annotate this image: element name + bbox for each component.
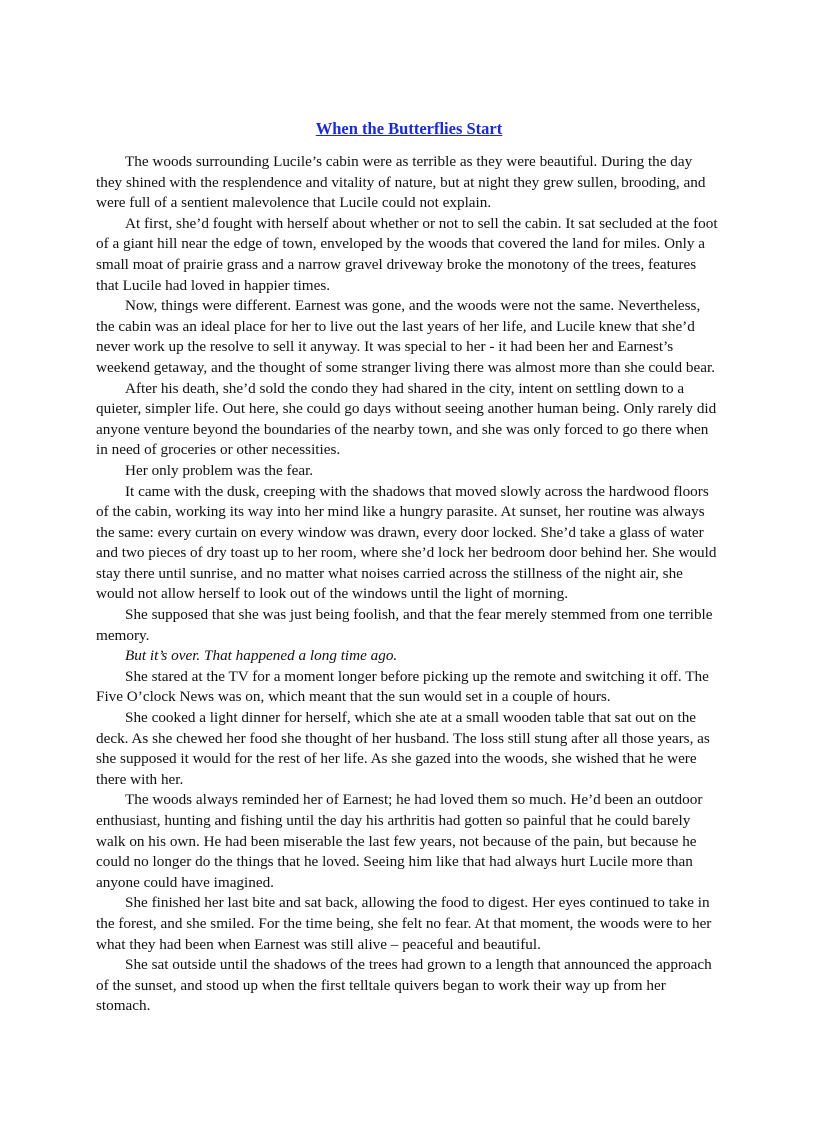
story-title[interactable]: When the Butterflies Start [315, 119, 503, 138]
paragraph-9: She stared at the TV for a moment longer before picking up the remote and switching it off. The Five O’clock News was on, which meant that the sun would set in a couple of hours. [96, 667, 709, 706]
paragraph-7: She supposed that she was just being foolish, and that the fear merely stemmed from one terrible memory. [96, 606, 713, 644]
paragraph-6: It came with the dusk, creeping with the shadows that moved slowly across the hardwood floors of the cabin, working its way into her mind like a hungry parasite. At sunset, her routine was always the same: every curtain on every window was drawn, every door locked. She’d take a glass of water and two pieces of dry toast up to her room, where she’d lock her bedroom door behind her. She would stay there until sunrise, and no matter what noises carried across the stillness of the night air, she would not allow herself to look out of the windows until the light of morning. [96, 482, 717, 603]
paragraph-13: She sat outside until the shadows of the trees had grown to a length that announced the approach of the sunset, and stood up when the first telltale quivers began to work their way up from her stomach. [96, 956, 712, 1015]
paragraph-5: Her only problem was the fear. [125, 461, 314, 479]
document-page [96, 118, 722, 1017]
paragraph-12: She finished her last bite and sat back, allowing the food to digest. Her eyes continued to take in the forest, and she smiled. For the time being, she felt no fear. At that moment, the woods were to her what they had been when Earnest was still alive – peaceful and beautiful. [96, 894, 712, 953]
paragraph-4: After his death, she’d sold the condo they had shared in the city, intent on settling down to a quieter, simpler life. Out here, she could go days without seeing another human being. Only rarely did anyone venture beyond the boundaries of the nearby town, and she was only forced to go there when in need of groceries or other necessities. [96, 379, 717, 459]
paragraph-10: She cooked a light dinner for herself, which she ate at a small wooden table that sat out on the deck. As she chewed her food she thought of her husband. The loss still stung after all those years, as she supposed it would for the rest of her life. As she gazed into the woods, she wished that he were there with her. [96, 709, 710, 788]
paragraph-8-italic: But it’s over. That happened a long time ago. [125, 647, 398, 665]
paragraph-11: The woods always reminded her of Earnest; he had loved them so much. He’d been an outdoor enthusiast, hunting and fishing until the day his arthritis had gotten so painful that he could barely walk on his own. He had been miserable the last few years, not because of the pain, but because he could no longer do the things that he loved. Seeing him like that had always hurt Lucile more than anyone could have imagined. [96, 791, 703, 891]
paragraph-1: The woods surrounding Lucile’s cabin were as terrible as they were beautiful. During the day they shined with the resplendence and vitality of nature, but at night they grew sullen, brooding, and were full of a sentient malevolence that Lucile could not explain. [96, 153, 706, 212]
paragraph-2: At first, she’d fought with herself about whether or not to sell the cabin. It sat secluded at the foot of a giant hill near the edge of town, enveloped by the woods that covered the land for miles. Only a small moat of prairie grass and a narrow gravel driveway broke the monotony of the trees, features that Lucile had loved in happier times. [96, 214, 718, 294]
paragraph-3: Now, things were different. Earnest was gone, and the woods were not the same. Nevertheless, the cabin was an ideal place for her to live out the last years of her life, and Lucile knew that she’d never work up the resolve to sell it anyway. It was special to her - it had been her and Earnest’s weekend getaway, and the thought of some stranger living there was almost more than she could bear. [96, 297, 715, 376]
